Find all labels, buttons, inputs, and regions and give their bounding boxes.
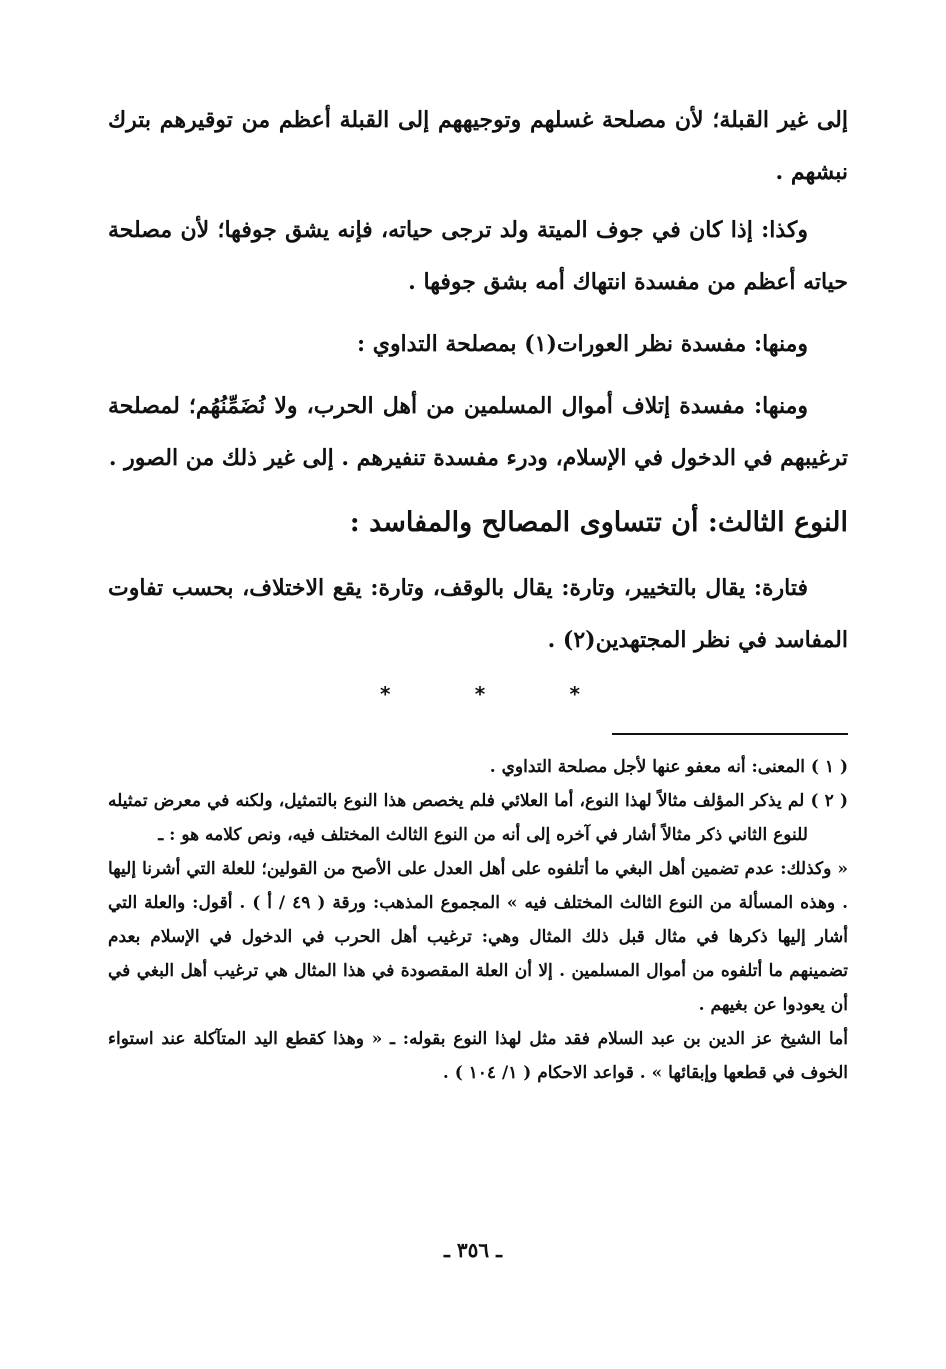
separator-star: * bbox=[474, 682, 486, 706]
footnotes bbox=[108, 750, 848, 1090]
page-number: ـ ٣٥٦ ـ bbox=[444, 1238, 502, 1262]
footnote-2: ( ٢ ) لم يذكر المؤلف مثالاً لهذا النوع، أما العلائي فلم يخصص هذا النوع بالتمثيل، ولكنه في معرض تمثيله للنوع الثاني ذكر مثالاً أشار في آخره إلى أنه من النوع الثالث المختلف فيه، ونص كلامه هو : ـ bbox=[108, 791, 848, 845]
separator-star: * bbox=[380, 682, 391, 706]
section-heading: النوع الثالث: أن تتساوى المصالح والمفاسد : bbox=[349, 507, 848, 538]
paragraph-5: فتارة: يقال بالتخيير، وتارة: يقال بالوقف، وتارة: يقع الاختلاف، بحسب تفاوت المفاسد في نظر المجتهدين(٢) . bbox=[108, 575, 848, 653]
paragraph-1: إلى غير القبلة؛ لأن مصلحة غسلهم وتوجيههم إلى القبلة أعظم من توقيرهم بترك نبشهم . bbox=[108, 107, 848, 185]
paragraph-3: ومنها: مفسدة نظر العورات(١) بمصلحة التداوي : bbox=[356, 331, 808, 357]
footnote-quote: « وكذلك: عدم تضمين أهل البغي ما أتلفوه على أهل العدل على الأصح من القولين؛ للعلة التي أشرنا إليها . وهذه المسألة من النوع الثالث المختلف فيه » المجموع المذهب: ورقة ( ٤٩ / أ ) . أقول: والعلة التي أشار إليها ذكرها في مثال قبل ذلك المثال وهي: ترغيب أهل الحرب في الدخول في الإسلام بعدم تضمينهم ما أتلفوه من أموال المسلمين . إلا أن العلة المقصودة في هذا المثال هي ترغيب أهل البغي في أن يعودوا عن بغيهم . bbox=[108, 859, 848, 1015]
paragraph-4: ومنها: مفسدة إتلاف أموال المسلمين من أهل الحرب، ولا نُضَمِّنُهُم؛ لمصلحة ترغيبهم في الدخول في الإسلام، ودرء مفسدة تنفيرهم . إلى غير ذلك من الصور . bbox=[108, 393, 848, 471]
footnote-divider bbox=[612, 733, 848, 735]
section-separator bbox=[380, 682, 580, 706]
footnote-last: أما الشيخ عز الدين بن عبد السلام فقد مثل لهذا النوع بقوله: ـ « وهذا كقطع اليد المتآكلة عند استواء الخوف في قطعها وإبقائها » . قواعد الاحكام ( ١/ ١٠٤ ) . bbox=[108, 1029, 848, 1083]
footnote-1: ( ١ ) المعنى: أنه معفو عنها لأجل مصلحة التداوي . bbox=[489, 757, 848, 777]
paragraph-2: وكذا: إذا كان في جوف الميتة ولد ترجى حياته، فإنه يشق جوفها؛ لأن مصلحة حياته أعظم من مفسدة انتهاك أمه بشق جوفها . bbox=[108, 217, 848, 295]
separator-star: * bbox=[569, 682, 580, 706]
